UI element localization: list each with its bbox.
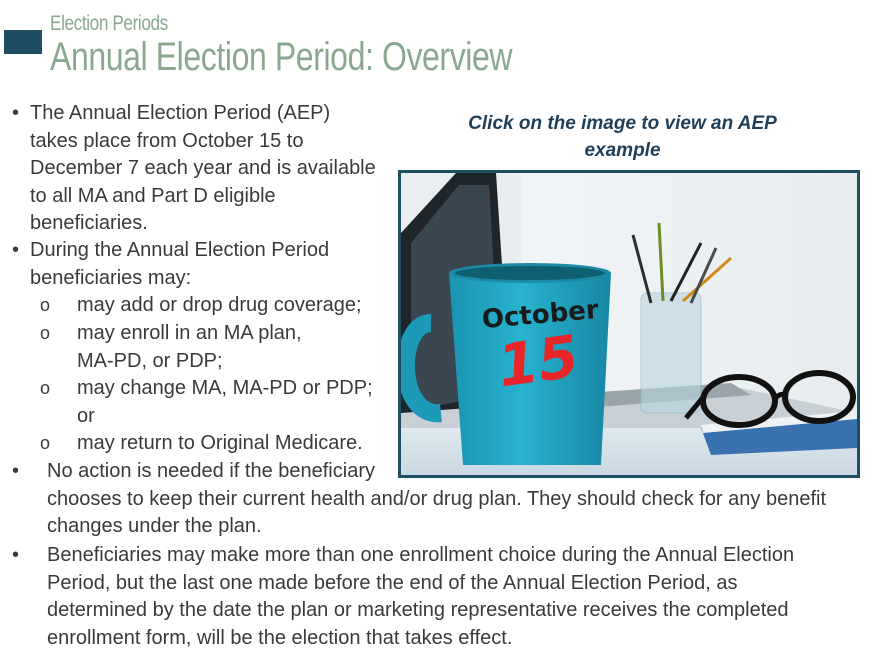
sub-bullet-glyph: o <box>40 323 51 343</box>
bullet-beneficiaries-may <box>30 237 329 292</box>
sub-bullet-change-plan <box>77 375 373 430</box>
bullet-multiple-enrollments <box>47 542 877 652</box>
sub-bullet-glyph: o <box>40 378 51 398</box>
caption-line: example <box>584 140 661 161</box>
bullet-glyph: • <box>12 460 20 482</box>
bullet-aep-dates <box>30 100 376 238</box>
text-line: chooses to keep their current health and/or drug plan. They should check for any benefit <box>47 487 827 510</box>
text-line: The Annual Election Period (AEP) <box>30 102 331 124</box>
text-line: or <box>77 404 95 427</box>
sub-bullet-drug-coverage <box>77 292 362 320</box>
mug-month-text: October <box>480 294 600 336</box>
text-line: changes under the plan. <box>47 515 262 537</box>
caption-line: Click on the image to view an AEP <box>468 113 777 134</box>
text-line: may change MA, MA-PD or PDP; <box>77 377 373 399</box>
aep-example-image[interactable] <box>398 170 860 478</box>
text-line: takes place from October 15 to <box>30 129 304 152</box>
october-mug-photo[interactable] <box>401 173 857 475</box>
text-line: During the Annual Election Period <box>30 239 330 261</box>
text-line: beneficiaries. <box>30 212 148 234</box>
mug-day-text: 15 <box>493 321 583 401</box>
sub-bullet-glyph: o <box>40 295 51 315</box>
text-line: December 7 each year and is available <box>30 157 376 179</box>
text-line: beneficiaries may: <box>30 266 192 289</box>
text-line: may return to Original Medicare. <box>77 432 363 454</box>
bullet-glyph: • <box>12 544 20 566</box>
text-line: determined by the date the plan or marketing representative receives the completed <box>47 599 789 621</box>
text-line: may add or drop drug coverage; <box>77 294 362 316</box>
bullet-glyph: • <box>12 239 20 261</box>
text-line: MA-PD, or PDP; <box>77 349 223 372</box>
image-caption <box>400 110 845 164</box>
slide-title: Annual Election Period: Overview <box>50 35 513 79</box>
sub-bullet-glyph: o <box>40 433 51 453</box>
text-line: to all MA and Part D eligible <box>30 184 276 207</box>
text-line: Period, but the last one made before the end of the Annual Election Period, as <box>47 571 738 594</box>
text-line: may enroll in an MA plan, <box>77 322 302 344</box>
text-line: Beneficiaries may make more than one enrollment choice during the Annual Election <box>47 544 795 566</box>
section-label: Election Periods <box>50 12 168 35</box>
sub-bullet-enroll-ma <box>77 320 302 375</box>
text-line: enrollment form, will be the election that takes effect. <box>47 626 513 649</box>
sub-bullet-original-medicare <box>77 430 363 458</box>
bullet-glyph: • <box>12 102 20 124</box>
header-accent-bar <box>4 30 42 54</box>
text-line: No action is needed if the beneficiary <box>47 460 375 482</box>
